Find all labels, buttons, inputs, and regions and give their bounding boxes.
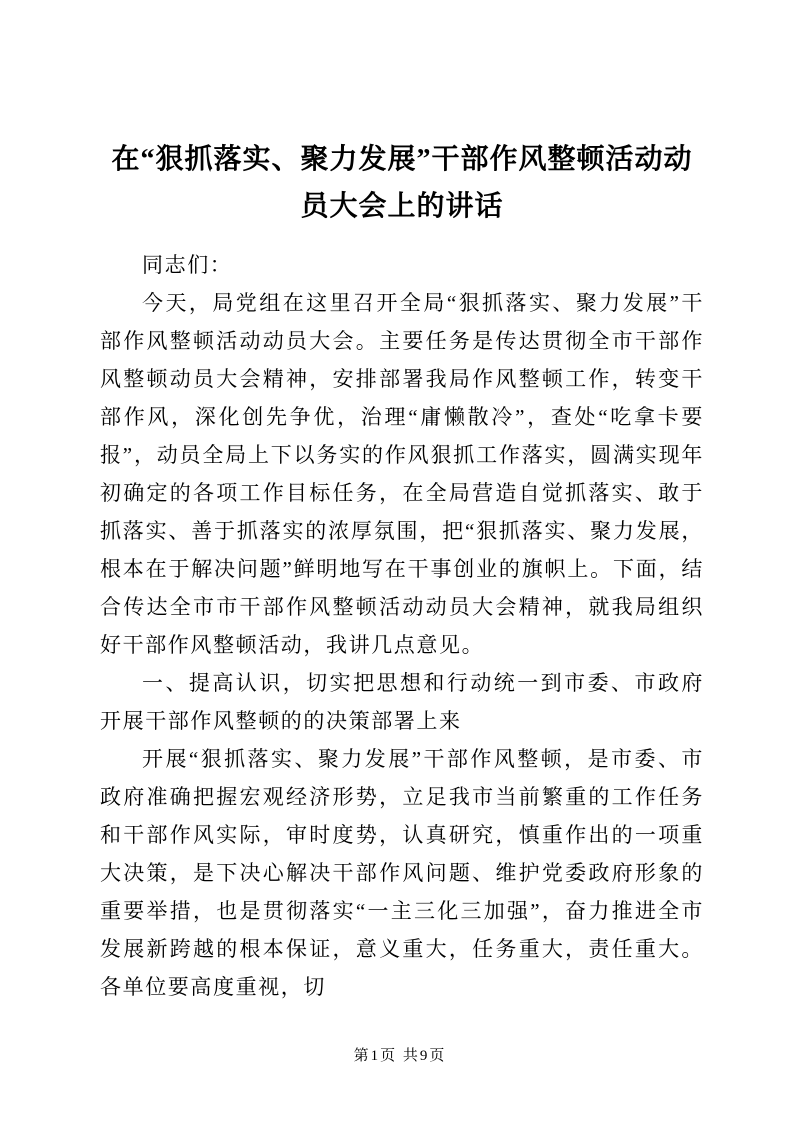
paragraph-section-1-heading: 一、提高认识，切实把思想和行动统一到市委、市政府开展干部作风整顿的的决策部署上来 — [100, 671, 704, 733]
paragraph-section-1-body: 开展“狠抓落实、聚力发展”干部作风整顿，是市委、市政府准确把握宏观经济形势，立足我市当前繁重的工作任务和干部作风实际，审时度势，认真研究，慎重作出的一项重大决策，是下决心解决干部作风问题、维护党委政府形象的重要举措，也是贯彻落实“一主三化三加强”，奋力推进全市发展新跨越的根本保证，意义重大，任务重大，责任重大。各单位要高度重视，切 — [100, 747, 704, 999]
paragraph-intro: 今天，局党组在这里召开全局“狠抓落实、聚力发展”干部作风整顿活动动员大会。主要任务是传达贯彻全市干部作风整顿动员大会精神，安排部署我局作风整顿工作，转变干部作风，深化创先争优，治理“庸懒散冷”，查处“吃拿卡要报”，动员全局上下以务实的作风狠抓工作落实，圆满实现年初确定的各项工作目标任务，在全局营造自觉抓落实、敢于抓落实、善于抓落实的浓厚氛围，把“狠抓落实、聚力发展，根本在于解决问题”鲜明地写在干事创业的旗帜上。下面，结合传达全市市干部作风整顿活动动员大会精神，就我局组织好干部作风整顿活动，我讲几点意见。 — [100, 291, 704, 657]
page-footer — [0, 1044, 800, 1065]
paragraph-salutation: 同志们： — [142, 253, 233, 277]
document-title: 在“狠抓落实、聚力发展”干部作风整顿活动动员大会上的讲话 — [111, 144, 693, 222]
page-number: 第1页 共9页 — [353, 1048, 447, 1064]
